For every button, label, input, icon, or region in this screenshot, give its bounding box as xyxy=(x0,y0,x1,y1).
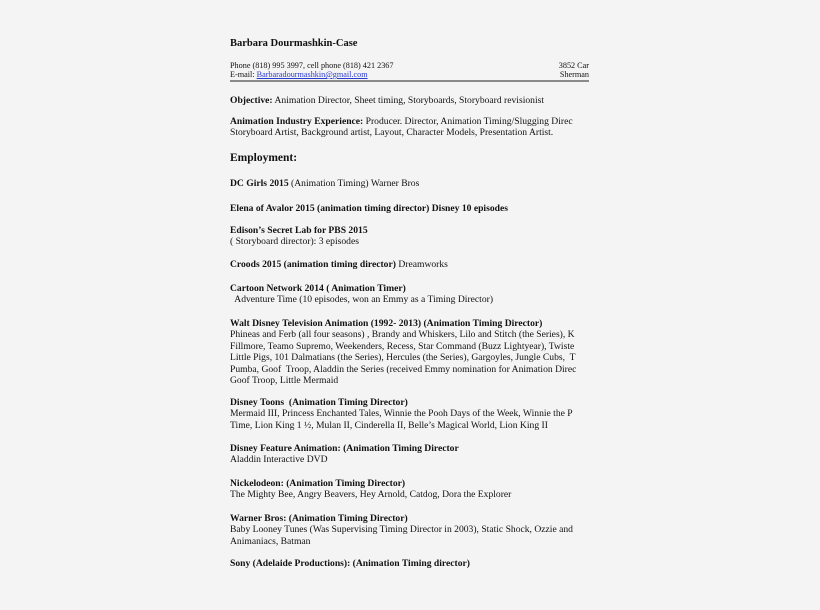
entry-title: Croods 2015 (animation timing director) xyxy=(230,259,396,270)
email-label: E-mail: xyxy=(230,70,257,79)
employment-entry xyxy=(230,203,508,214)
entry-line: Adventure Time (10 episodes, won an Emmy as a Timing Director) xyxy=(230,294,494,306)
entry-line: ( Storyboard director): 3 episodes xyxy=(230,236,359,248)
entry-line: Aladdin Interactive DVD xyxy=(230,454,328,466)
entry-line: Animaniacs, Batman xyxy=(230,535,311,547)
entry-title: Disney Feature Animation: (Animation Timing Director xyxy=(230,443,459,454)
phone-numbers: Phone (818) 995 3997, cell phone (818) 421 2367 xyxy=(230,61,394,70)
entry-title: Edison’s Secret Lab for PBS 2015 xyxy=(230,225,368,236)
entry-title: Walt Disney Television Animation (1992- 2013) (Animation Timing Director) xyxy=(230,318,543,329)
entry-line: Phineas and Ferb (all four seasons) , Brandy and Whiskers, Lilo and Stitch (the Series), K xyxy=(230,329,575,341)
employment-entry xyxy=(230,318,576,386)
objective-label: Objective: xyxy=(230,95,273,106)
entry-title: Warner Bros: (Animation Timing Director) xyxy=(230,513,408,524)
entry-title: Disney Toons (Animation Timing Director) xyxy=(230,397,408,408)
entry-line: Baby Looney Tunes (Was Supervising Timing Director in 2003), Static Shock, Ozzie and xyxy=(230,524,573,536)
entry-line: Time, Lion King 1 ½, Mulan II, Cinderella II, Belle’s Magical World, Lion King II xyxy=(230,419,548,431)
entry-line: Goof Troop, Little Mermaid xyxy=(230,375,339,387)
employment-entry xyxy=(230,513,573,547)
employment-entry xyxy=(230,558,470,569)
employment-entry xyxy=(230,178,419,189)
entry-detail: Dreamworks xyxy=(395,259,448,270)
entry-title: Nickelodeon: (Animation Timing Director) xyxy=(230,478,406,489)
entry-line: The Mighty Bee, Angry Beavers, Hey Arnold, Catdog, Dora the Explorer xyxy=(230,489,512,501)
entry-title: Sony (Adelaide Productions): (Animation Timing director) xyxy=(230,558,470,569)
experience-section xyxy=(230,116,573,139)
employment-entry xyxy=(230,225,368,248)
email-link[interactable]: Barbaradourmashkin@gmail.com xyxy=(256,70,368,79)
entry-line: Mermaid III, Princess Enchanted Tales, Winnie the Pooh Days of the Week, Winnie the P xyxy=(230,408,573,420)
objective-text: Animation Director, Sheet timing, Storyboards, Storyboard revisionist xyxy=(272,95,545,106)
address-line-1: 3852 Car xyxy=(558,61,589,70)
employment-entry xyxy=(230,478,511,501)
experience-text-2: Storyboard Artist, Background artist, Layout, Character Models, Presentation Artist. xyxy=(230,127,554,139)
candidate-name: Barbara Dourmashkin-Case xyxy=(230,38,358,49)
entry-title: DC Girls 2015 xyxy=(230,178,289,189)
header-divider xyxy=(230,80,589,82)
employment-entry xyxy=(230,397,573,431)
employment-heading: Employment: xyxy=(230,152,298,164)
entry-line: Fillmore, Teamo Supremo, Weekenders, Recess, Star Command (Buzz Lightyear), Twiste xyxy=(230,340,575,352)
email-line xyxy=(230,70,589,80)
resume-document xyxy=(230,0,589,610)
entry-title: Elena of Avalor 2015 (animation timing director) Disney 10 episodes xyxy=(230,203,508,214)
objective-section xyxy=(230,95,544,106)
experience-label: Animation Industry Experience: xyxy=(230,116,364,127)
experience-text-1: Producer. Director, Animation Timing/Slugging Direc xyxy=(363,116,573,127)
entry-line: Little Pigs, 101 Dalmatians (the Series), Hercules (the Series), Gargoyles, Jungle Cubs, T xyxy=(230,352,576,364)
employment-entry xyxy=(230,259,448,270)
entry-line: Pumba, Goof Troop, Aladdin the Series (received Emmy nomination for Animation Direc xyxy=(230,363,577,375)
entry-detail: (Animation Timing) Warner Bros xyxy=(288,178,420,189)
address-line-2: Sherman xyxy=(559,70,589,79)
entry-title: Cartoon Network 2014 ( Animation Timer) xyxy=(230,283,406,294)
employment-entry xyxy=(230,443,459,466)
employment-entry xyxy=(230,283,493,306)
